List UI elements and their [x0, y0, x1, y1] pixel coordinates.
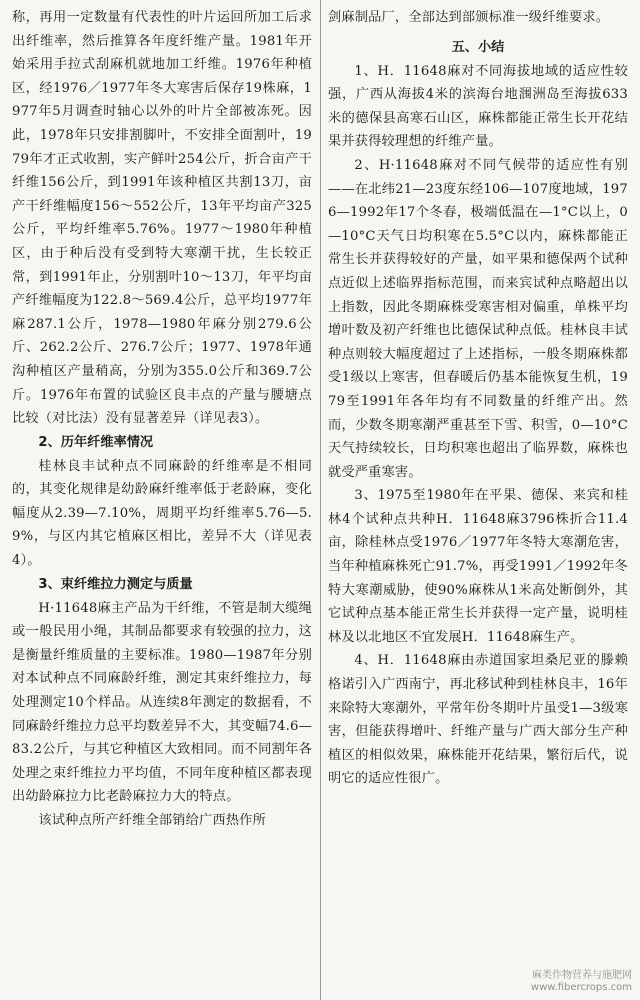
- site-watermark: [531, 970, 632, 994]
- watermark-url: www.fibercrops.com: [530, 982, 632, 993]
- section-heading-summary: 五、小结: [451, 39, 505, 55]
- right-paragraph-5: 4、H．11648麻由赤道国家坦桑尼亚的滕赖格诺引入广西南宁，再北移试种到桂林良丰，16年来除特大寒潮外，平常年份冬期叶片虽受1—3级寒害，但能获得增叶、纤维产量与广西大部分生产种植区的相似效果，麻株能开花结果，繁衍后代，说明它的适应性很广。: [328, 653, 628, 787]
- watermark-title: 麻类作物营养与施肥网: [532, 970, 632, 981]
- left-paragraph-2: 桂林良丰试种点不同麻龄的纤维率是不相同的，其变化规律是幼龄麻纤维率低于老龄麻，变化幅度从2.39—7.10%，周期平均纤维率5.76—5.9%，与区内其它植麻区相比，差异不大（详见表4）。: [12, 458, 312, 569]
- right-paragraph-4: 3、1975至1980年在平果、德保、来宾和桂林4个试种点共种H．11648麻3796株折合11.4亩，除桂林点受1976／1977年冬特大寒潮危害，当年种植麻株死亡91.7%，再受1991／1992年冬特大寒潮威胁，使90%麻株从1米高处断倒外，其它试种点基本能正常生长并获得一定产量，说明桂林及以北地区不宜发展H．11648麻生产。: [328, 488, 628, 645]
- right-paragraph-3: 2、H·11648麻对不同气候带的适应性有别——在北纬21—23度东经106—107度地域，1976—1992年17个冬春，极端低温在—1°C以上，0—10°C天气日均积寒在5.5°C以内，麻株都能正常生长并获得较好的产量，如平果和德保两个试种点近似上述临界指标范围，而来宾试种点略超出以上指数，因此冬期麻株受寒害相对偏重，单株平均增叶数及初产纤维也比德保试种点低。桂林良丰试种点则较大幅度超过了上述指标，一般冬期麻株都受1级以上寒害，但春暖后仍基本能恢复生机，1979至1991年各年均有不同数量的纤维产出。然而，少数冬期寒潮严重甚至下雪、积雪，0—10°C天气持续较长，日均积寒也超出了临界数，麻株也就受严重寒害。: [328, 157, 628, 480]
- right-paragraph-1: 剑麻制品厂，全部达到部颁标准一级纤维要求。: [328, 10, 610, 25]
- right-column: [328, 6, 628, 833]
- section-heading-fiber-rate: 2、历年纤维率情况: [38, 434, 154, 450]
- column-divider: [320, 0, 321, 1000]
- left-paragraph-4: 该试种点所产纤维全部销给广西热作所: [38, 813, 266, 828]
- left-paragraph-1: 称，再用一定数量有代表性的叶片运回所加工后求出纤维率，然后推算各年度纤维产量。1981年开始采用手拉式刮麻机就地加工纤维。1976年种植区，经1976／1977年冬大寒害后保存19株麻，1977年5月调查时轴心以外的叶片全部被冻死。因此，1978年只安排割脚叶，不安排全面割叶，1979年才正式收割，实产鲜叶254公斤，折合亩产干纤维156公斤，到1991年该种植区共割13刀，亩产干纤维幅度156～552公斤，13年平均亩产325公斤，平均纤维率5.76%。1977～1980年种植区，由于种后没有受到特大寒潮干扰，生长较正常，到1991年止，分别割叶10～13刀，年平均亩产纤维幅度为122.8～569.4公斤，总平均1977年麻287.1公斤，1978—1980年麻分别279.6公斤、262.2公斤、276.7公斤；1977、1978年通沟种植区产量稍高，分别为355.0公斤和369.7公斤。1976年布置的试验区良丰点的产量与腰塘点比较（对比法）没有显著差异（详见表3）。: [12, 10, 312, 427]
- left-paragraph-3: H·11648麻主产品为干纤维，不管是制大缆绳或一般民用小绳，其制品都要求有较强的拉力，这是衡量纤维质量的主要标准。1980—1987年分别对本试种点不同麻龄纤维，测定其束纤维拉力，每处理测定10个样品。从连续8年测定的数据看，不同麻龄纤维拉力总平均数差异不大，其变幅74.6—83.2公斤，与其它种植区大致相同。而不同割年各处理之束纤维拉力平均值，不同年度种植区都表现出幼龄麻拉力比老龄麻拉力大的特点。: [12, 600, 312, 805]
- right-paragraph-2: 1、H．11648麻对不同海拔地域的适应性较强，广西从海拔4米的滨海台地涠洲岛至海拔633米的德保县高寒石山区，麻株都能正常生长开花结果并获得较理想的纤维产量。: [328, 63, 628, 150]
- section-heading-tensile-strength: 3、束纤维拉力测定与质量: [38, 576, 193, 592]
- left-column: [12, 6, 312, 833]
